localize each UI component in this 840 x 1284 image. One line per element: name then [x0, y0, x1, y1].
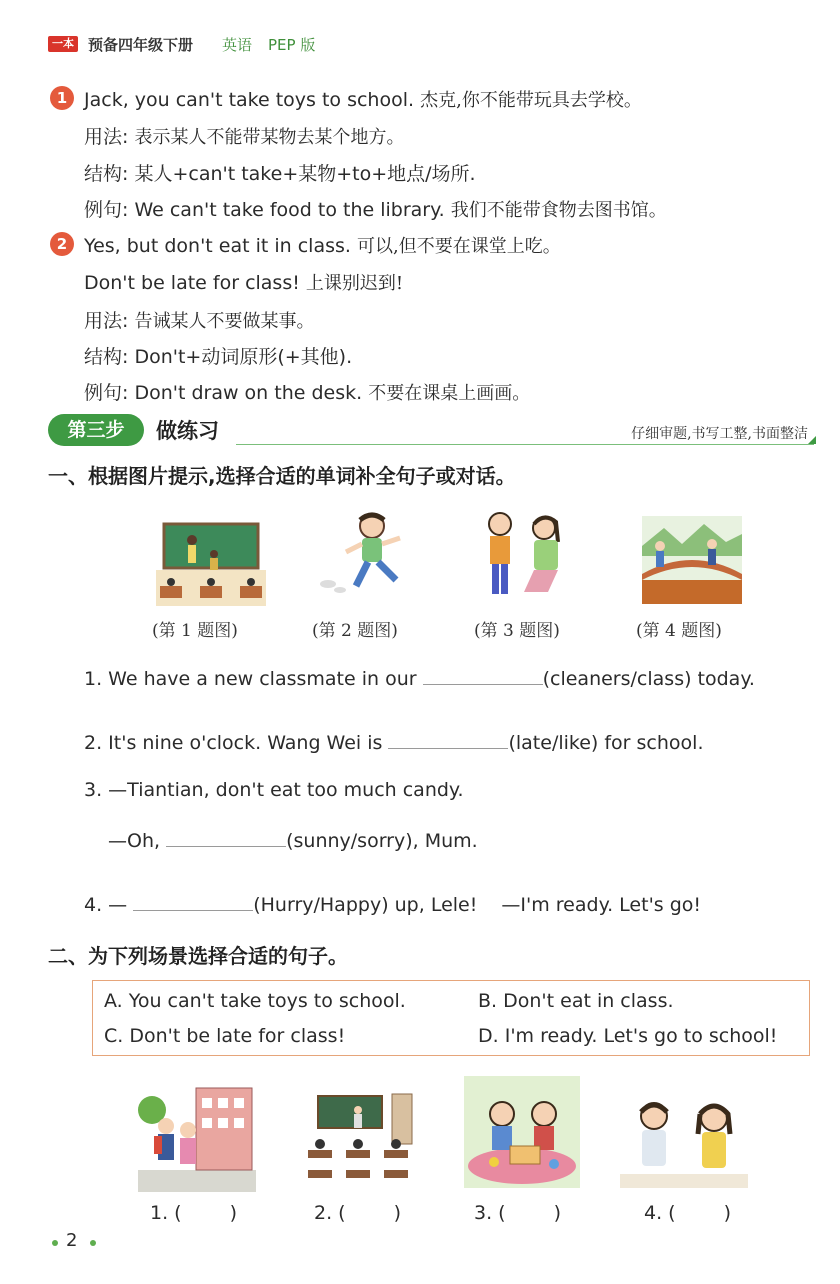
point-number-1: 1 [50, 86, 74, 110]
step-badge: 第三步 [48, 414, 144, 446]
q4-reply: —I'm ready. Let's go! [501, 894, 702, 916]
structure-text: 某人+can't take+某物+to+地点/场所. [134, 163, 476, 185]
point-number-2: 2 [50, 232, 74, 256]
sentence-cn: 上课别迟到! [305, 273, 404, 294]
point-2-usage [84, 306, 314, 333]
option-d: D. I'm ready. Let's go to school! [478, 1025, 778, 1047]
answer-slot-1[interactable] [150, 1202, 237, 1224]
example-cn: 我们不能带食物去图书馆。 [450, 200, 667, 221]
footer-dot-right [90, 1240, 96, 1246]
q2-choices: (late/like) for school. [508, 732, 704, 754]
answer-3-label: 3. ( [474, 1202, 506, 1224]
sentence-en: Yes, but don't eat it in class. [84, 235, 351, 257]
sentence-cn: 可以,但不要在课堂上吃。 [356, 236, 561, 257]
kids-with-toys-illustration [464, 1076, 580, 1188]
option-c: C. Don't be late for class! [104, 1025, 346, 1047]
usage-text: 告诫某人不要做某事。 [134, 311, 315, 332]
answer-1-label: 1. ( [150, 1202, 182, 1224]
q2-answer-blank[interactable] [388, 730, 508, 749]
point-2-example [84, 378, 530, 405]
q1-answer-blank[interactable] [423, 666, 543, 685]
example-label: 例句: [84, 382, 129, 404]
sentence-cn: 杰克,你不能带玩具去学校。 [420, 90, 642, 111]
structure-label: 结构: [84, 163, 129, 185]
edition-label: PEP 版 [268, 36, 316, 54]
book-title: 预备四年级下册 [88, 36, 194, 54]
point-1-structure [84, 159, 476, 186]
answer-3-close: ) [553, 1202, 562, 1224]
footer-dot-left [52, 1240, 58, 1246]
example-en: We can't take food to the library. [134, 199, 445, 221]
q4-text: 4. — [84, 894, 128, 916]
point-1-sentence [84, 86, 642, 112]
step-tip: 仔细审题,书写工整,书面整洁 [631, 426, 808, 442]
question-3-reply [108, 828, 478, 852]
question-1 [84, 666, 755, 690]
sentence-en: Jack, you can't take toys to school. [84, 89, 415, 111]
q3-choices: (sunny/sorry), Mum. [286, 830, 478, 852]
question-2 [84, 730, 704, 754]
q1-choices: (cleaners/class) today. [542, 668, 755, 690]
answer-2-close: ) [393, 1202, 402, 1224]
q4-answer-blank[interactable] [133, 892, 253, 911]
section-2-title: 二、为下列场景选择合适的句子。 [48, 944, 348, 968]
two-kids-talking-illustration [620, 1096, 748, 1188]
example-en: Don't draw on the desk. [134, 382, 363, 404]
point-2-structure [84, 342, 352, 369]
answer-4-label: 4. ( [644, 1202, 676, 1224]
section-1-title: 一、根据图片提示,选择合适的单词补全句子或对话。 [48, 464, 516, 488]
point-2-sentence [84, 232, 561, 258]
answer-slot-2[interactable] [314, 1202, 401, 1224]
point-1-example [84, 195, 667, 222]
school-gate-illustration [138, 1080, 256, 1192]
example-label: 例句: [84, 199, 129, 221]
answer-1-close: ) [229, 1202, 238, 1224]
step-title: 做练习 [156, 419, 219, 443]
answer-4-close: ) [723, 1202, 732, 1224]
point-1-usage [84, 122, 404, 149]
caption-pic-1: (第 1 题图) [152, 621, 238, 641]
q4-choices: (Hurry/Happy) up, Lele! [253, 894, 478, 916]
subject-label: 英语 [222, 36, 253, 54]
answer-slot-4[interactable] [644, 1202, 731, 1224]
point-2-sentence-2 [84, 269, 403, 295]
page-number: 2 [66, 1230, 78, 1251]
question-4 [84, 892, 701, 916]
option-b: B. Don't eat in class. [478, 990, 674, 1012]
corner-triangle [808, 436, 816, 444]
q1-text: 1. We have a new classmate in our [84, 668, 417, 690]
mother-and-child-illustration [478, 508, 578, 604]
q2-text: 2. It's nine o'clock. Wang Wei is [84, 732, 383, 754]
structure-label: 结构: [84, 346, 129, 368]
caption-pic-4: (第 4 题图) [636, 621, 722, 641]
usage-label: 用法: [84, 310, 129, 332]
classroom-illustration [156, 520, 266, 606]
running-boy-illustration [316, 508, 416, 604]
answer-slot-3[interactable] [474, 1202, 561, 1224]
question-3: 3. —Tiantian, don't eat too much candy. [84, 779, 464, 801]
example-cn: 不要在课桌上画画。 [368, 383, 531, 404]
q3-answer-blank[interactable] [166, 828, 286, 847]
bridge-scene-illustration [642, 516, 742, 604]
q3-reply-text: —Oh, [108, 830, 161, 852]
usage-label: 用法: [84, 126, 129, 148]
brand-logo: 一本 [48, 36, 78, 52]
sentence-en: Don't be late for class! [84, 272, 300, 294]
usage-text: 表示某人不能带某物去某个地方。 [134, 127, 405, 148]
answer-2-label: 2. ( [314, 1202, 346, 1224]
caption-pic-3: (第 3 题图) [474, 621, 560, 641]
structure-text: Don't+动词原形(+其他). [134, 346, 353, 368]
step-divider [236, 444, 814, 445]
option-a: A. You can't take toys to school. [104, 990, 406, 1012]
classroom-scene-illustration [304, 1088, 416, 1188]
caption-pic-2: (第 2 题图) [312, 621, 398, 641]
